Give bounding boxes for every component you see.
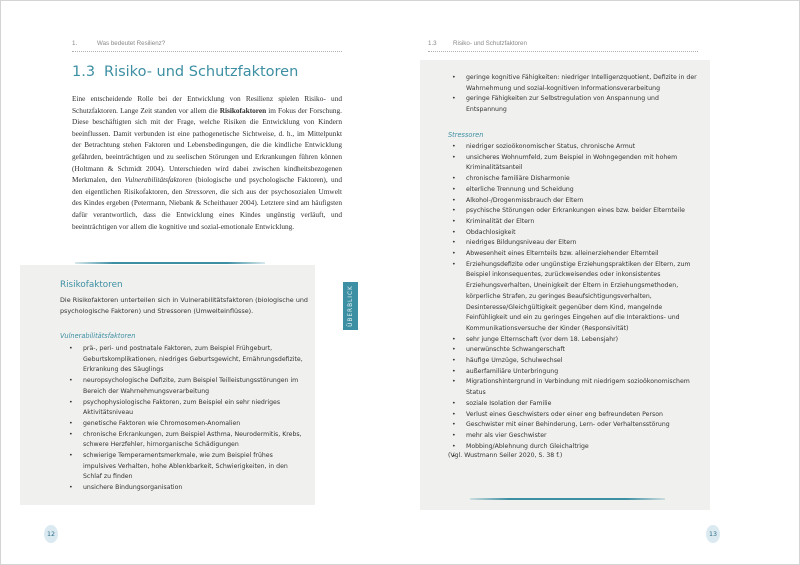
list-item: • Kriminalität der Eltern: [448, 217, 698, 228]
list-item: • unerwünschte Schwangerschaft: [448, 345, 698, 356]
overview-box-continued: [420, 60, 710, 510]
list-item: • psychophysiologische Faktoren, zum Beispiel ein sehr niedriges Aktivitätsniveau: [65, 398, 305, 419]
body-text-segment: (biologische und psychologische Faktoren), und den eigentlichen Risikofaktoren, den: [72, 175, 342, 196]
running-head-chapter-title: Was bedeutet Resilienz?: [97, 40, 166, 47]
overview-side-tab: [343, 282, 358, 330]
list-item: • schwierige Temperamentsmerkmale, wie zum Beispiel frühes impulsives Verhalten, hohe Ablenkbarkeit, Schwierigkeiten, in den Schlaf zu finden: [65, 451, 305, 483]
list-item: • häufige Umzüge, Schulwechsel: [448, 356, 698, 367]
list-item: • geringe kognitive Fähigkeiten: niedriger Intelligenzquotient, Defizite in der Wahrnehmung und sozial-kognitiven Informationsverarbeitung: [448, 73, 698, 94]
body-text-segment: im Fokus der Forschung. Diese beschäftigten sich mit der Frage, welche Risiken die Entwicklung von Kindern beeinflussen. Damit verbunden ist eine pathogenetische Sichtweise, d. h., im Mittelpunkt der Betrachtung stehen Faktoren und Lebensbedingungen, die die kindliche Entwicklung gefährden, beeinträchtigen und zu seelischen Störungen und Erkrankungen führen können (Holtmann & Schmidt 2004). Unterschieden wird dabei zwischen kindheitsbezogenen Merkmalen, den: [72, 105, 343, 185]
list-item: • sehr junge Elternschaft (vor dem 18. Lebensjahr): [448, 335, 698, 346]
box-subheading-vulnerability: Vulnerabilitätsfaktoren: [60, 332, 136, 340]
list-item: • neuropsychologische Defizite, zum Beispiel Teilleistungsstörungen im Bereich der Wahrnehmungsverarbeitung: [65, 376, 305, 397]
section-title: [72, 64, 298, 80]
list-item: • Obdachlosigkeit: [448, 228, 698, 239]
list-item: • genetische Faktoren wie Chromosomen-Anomalien: [65, 419, 305, 430]
box-intro: Die Risikofaktoren unterteilen sich in Vulnerabilitätsfaktoren (biologische und psychologische Faktoren) und Stressoren (Umwelteinflüsse).: [60, 296, 308, 315]
vulnerability-list-continued: [448, 73, 698, 116]
list-item: • außerfamiliäre Unterbringung: [448, 367, 698, 378]
box-bottom-rule: [470, 498, 665, 500]
list-item: • Erziehungsdefizite oder ungünstige Erziehungspraktiken der Eltern, zum Beispiel inkonsequentes, zurückweisendes oder inkonsistentes Erziehungsverhalten, Uneinigkeit der Eltern in Erziehungsmethoden, körperliche Strafen, zu geringes Beaufsichtigungsverhalten, Desinteresse/Gleichgültigkeit gegenüber dem Kind, mangelnde Feinfühligkeit und ein zu geringes Eingehen auf die Interaktions- und Kommunikationsversuche der Kinder (Responsivität): [448, 260, 698, 335]
list-item: • niedriger sozioökonomischer Status, chronische Armut: [448, 142, 698, 153]
stressors-list: [448, 142, 698, 452]
list-item: • prä-, peri- und postnatale Faktoren, zum Beispiel Frühgeburt, Geburtskomplikationen, niedriges Geburtsgewicht, Ernährungsdefizite, Erkrankung des Säuglings: [65, 344, 305, 376]
body-italic-term: Vulnerabilitätsfaktoren: [124, 175, 193, 185]
running-head-chapter-number: 1.: [72, 40, 78, 47]
list-item: • chronische familiäre Disharmonie: [448, 174, 698, 185]
overview-side-tab-label: ÜBERBLICK: [347, 285, 354, 327]
page-number-badge: 13: [706, 525, 720, 543]
running-head: [428, 40, 698, 52]
box-heading: Risikofaktoren: [60, 280, 123, 290]
list-item: • niedriges Bildungsniveau der Eltern: [448, 238, 698, 249]
section-number: 1.3: [72, 64, 96, 80]
list-item: • Geschwister mit einer Behinderung, Lern- oder Verhaltensstörung: [448, 420, 698, 431]
overview-box: [20, 265, 315, 505]
citation: (Vgl. Wustmann Seiler 2020, S. 38 f.): [448, 452, 563, 459]
body-text-segment: , die sich aus der psychosozialen Umwelt des Kindes ergeben (Petermann, Niebank & Scheithauer 2004). Letztere sind am häufigsten dafür verantwortlich, dass die Entwicklung eines Kindes ungünstig verläuft, und beeinträchtigen vor allem die kognitive und sozial-emotionale Entwicklung.: [72, 186, 342, 231]
list-item: • Alkohol-/Drogenmissbrauch der Eltern: [448, 196, 698, 207]
body-italic-term: Stressoren: [185, 186, 216, 196]
list-item: • elterliche Trennung und Scheidung: [448, 185, 698, 196]
running-head-section-number: 1.3: [428, 40, 437, 47]
vulnerability-list: [65, 344, 305, 494]
right-page: [400, 0, 800, 565]
list-item: • geringe Fähigkeiten zur Selbstregulation von Anspannung und Entspannung: [448, 94, 698, 115]
body-paragraph: [72, 93, 342, 232]
list-item: • mehr als vier Geschwister: [448, 431, 698, 442]
running-head-section-title: Risiko- und Schutzfaktoren: [453, 40, 527, 47]
list-item: • soziale Isolation der Familie: [448, 399, 698, 410]
list-item: • unsicheres Wohnumfeld, zum Beispiel in Wohngegenden mit hohem Kriminalitätsanteil: [448, 153, 698, 174]
list-item: • unsichere Bindungsorganisation: [65, 483, 305, 494]
section-title-text: Risiko- und Schutzfaktoren: [104, 64, 299, 80]
body-bold-term: Risikofaktoren: [219, 105, 267, 115]
list-item: • Verlust eines Geschwisters oder einer eng befreundeten Person: [448, 410, 698, 421]
box-top-rule: [75, 262, 265, 264]
box-subheading-stressors: Stressoren: [448, 131, 484, 139]
body-text-segment: Eine entscheidende Rolle bei der Entwicklung von Resilienz spielen Risiko- und Schutzfaktoren. Lange Zeit standen vor allem die: [72, 94, 342, 115]
page-number-badge: 12: [44, 525, 58, 543]
list-item: • Abwesenheit eines Elternteils bzw. alleinerziehender Elternteil: [448, 249, 698, 260]
running-head: [72, 40, 342, 52]
list-item: • psychische Störungen oder Erkrankungen eines bzw. beider Elternteile: [448, 206, 698, 217]
list-item: • Migrationshintergrund in Verbindung mit niedrigem sozioökonomischem Status: [448, 377, 698, 398]
list-item: • Mobbing/Ablehnung durch Gleichaltrige: [448, 442, 698, 453]
list-item: • chronische Erkrankungen, zum Beispiel Asthma, Neurodermitis, Krebs, schwere Herzfehler, hirnorganische Schädigungen: [65, 430, 305, 451]
